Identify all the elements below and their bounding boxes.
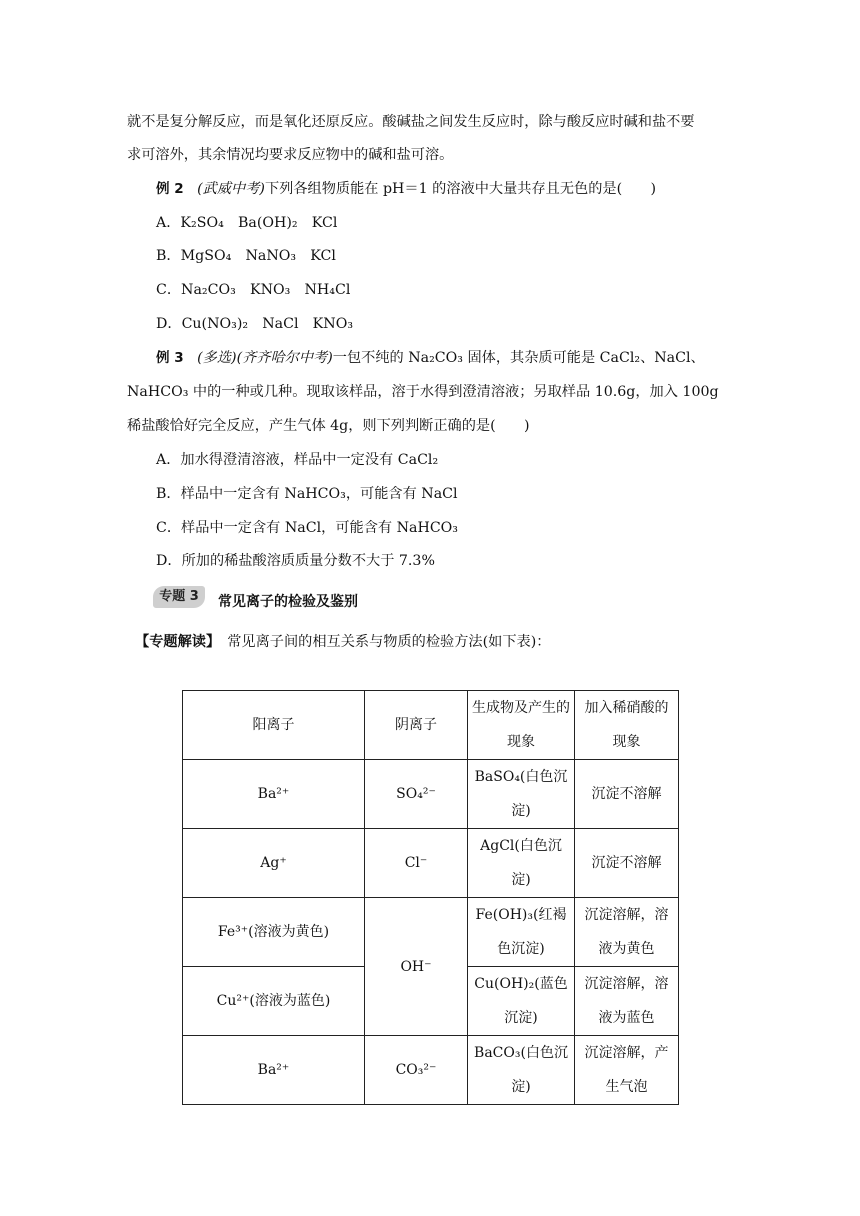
example-3-option-a: A．加水得澄清溶液，样品中一定没有 CaCl₂	[156, 452, 439, 468]
example-2-option-c: C．Na₂CO₃ KNO₃ NH₄Cl	[156, 282, 351, 298]
section-intro	[135, 632, 550, 652]
table-row	[183, 829, 679, 898]
cell-acid: 沉淀溶解，溶液为黄色	[575, 898, 679, 967]
cell-anion: CO₃²⁻	[365, 1036, 468, 1105]
cell-cation: Fe³⁺(溶液为黄色)	[183, 898, 365, 967]
table-row	[183, 1036, 679, 1105]
table-header-row	[183, 691, 679, 760]
example-2-option-d: D．Cu(NO₃)₂ NaCl KNO₃	[156, 316, 354, 332]
ion-table	[182, 690, 679, 1105]
header-product: 生成物及产生的现象	[468, 691, 575, 760]
paragraph-line-1: 就不是复分解反应，而是氧化还原反应。酸碱盐之间发生反应时，除与酸反应时碱和盐不要	[127, 114, 695, 130]
cell-acid: 沉淀溶解，产生气泡	[575, 1036, 679, 1105]
table-row	[183, 898, 679, 967]
cell-acid: 沉淀不溶解	[575, 760, 679, 829]
section-title: 常见离子的检验及鉴别	[218, 594, 358, 610]
cell-acid: 沉淀溶解，溶液为蓝色	[575, 967, 679, 1036]
cell-anion: SO₄²⁻	[365, 760, 468, 829]
header-acid: 加入稀硝酸的现象	[575, 691, 679, 760]
cell-product: BaCO₃(白色沉淀)	[468, 1036, 575, 1105]
table-row	[183, 760, 679, 829]
cell-cation: Ba²⁺	[183, 760, 365, 829]
cell-product: Cu(OH)₂(蓝色沉淀)	[468, 967, 575, 1036]
example-2-text: 下列各组物质能在 pH＝1 的溶液中大量共存且无色的是( )	[264, 181, 657, 197]
example-3-option-c: C．样品中一定含有 NaCl，可能含有 NaHCO₃	[156, 520, 458, 536]
example-2-question	[156, 179, 656, 199]
header-cation: 阳离子	[183, 691, 365, 760]
example-2-option-b: B．MgSO₄ NaNO₃ KCl	[156, 248, 336, 264]
example-3-option-b: B．样品中一定含有 NaHCO₃，可能含有 NaCl	[156, 486, 458, 502]
intro-label: 【专题解读】	[135, 634, 214, 650]
example-2-source: (武威中考)	[197, 181, 265, 197]
section-badge: 专题 3	[153, 586, 205, 608]
example-3-label: 例 3	[156, 350, 184, 366]
example-3-line-1: 一包不纯的 Na₂CO₃ 固体，其杂质可能是 CaCl₂、NaCl、	[332, 350, 705, 366]
example-3-line-3: 稀盐酸恰好完全反应，产生气体 4g，则下列判断正确的是( )	[127, 418, 530, 434]
cell-cation: Ag⁺	[183, 829, 365, 898]
example-3-source: (多选)(齐齐哈尔中考)	[197, 350, 333, 366]
cell-anion-merged: OH⁻	[365, 898, 468, 1036]
header-anion: 阴离子	[365, 691, 468, 760]
intro-text: 常见离子间的相互关系与物质的检验方法(如下表)：	[213, 634, 551, 650]
cell-cation: Cu²⁺(溶液为蓝色)	[183, 967, 365, 1036]
cell-cation: Ba²⁺	[183, 1036, 365, 1105]
cell-anion: Cl⁻	[365, 829, 468, 898]
cell-acid: 沉淀不溶解	[575, 829, 679, 898]
cell-product: Fe(OH)₃(红褐色沉淀)	[468, 898, 575, 967]
cell-product: AgCl(白色沉淀)	[468, 829, 575, 898]
cell-product: BaSO₄(白色沉淀)	[468, 760, 575, 829]
paragraph-line-2: 求可溶外，其余情况均要求反应物中的碱和盐可溶。	[127, 147, 454, 163]
example-3-question	[156, 348, 705, 368]
example-2-option-a: A．K₂SO₄ Ba(OH)₂ KCl	[156, 215, 338, 231]
example-3-option-d: D．所加的稀盐酸溶质质量分数不大于 7.3%	[156, 553, 435, 569]
example-3-line-2: NaHCO₃ 中的一种或几种。现取该样品，溶于水得到澄清溶液；另取样品 10.6g，加入 100g	[127, 384, 719, 400]
example-2-label: 例 2	[156, 181, 184, 197]
